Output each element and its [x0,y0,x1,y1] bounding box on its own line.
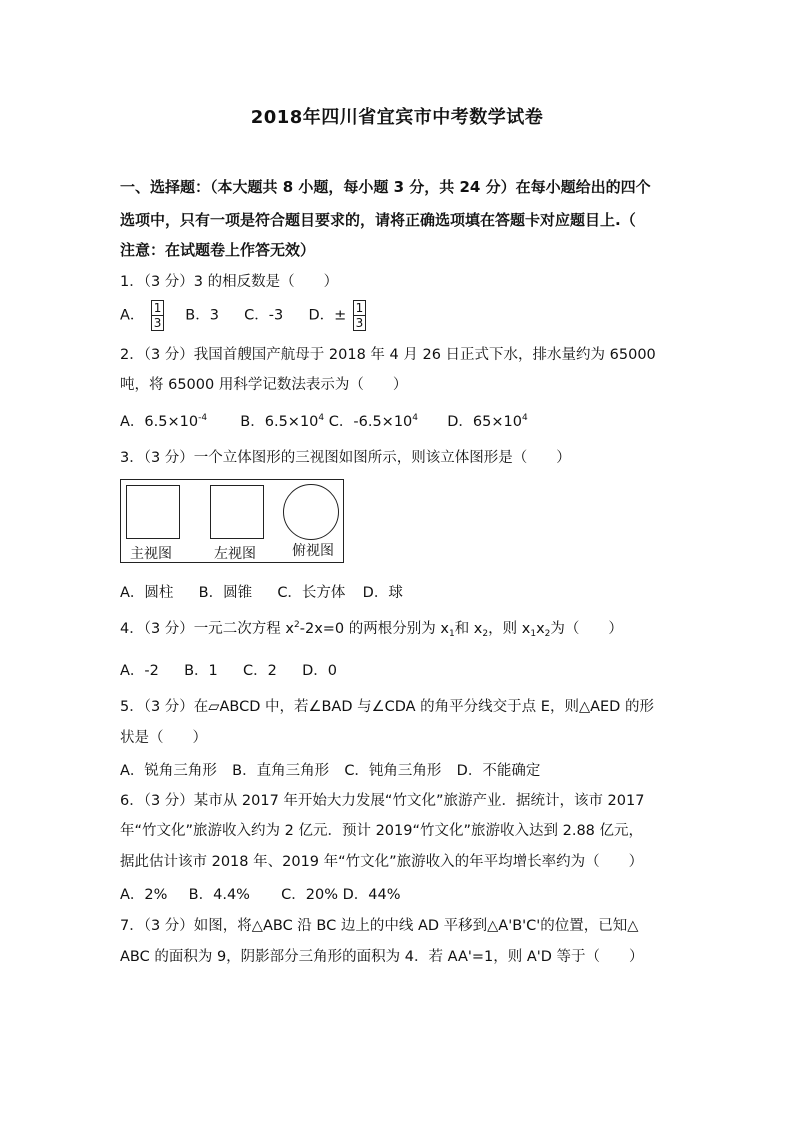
subscript: 1 [448,629,455,639]
exponent: 4 [318,413,325,423]
front-view-square [126,485,180,539]
fraction-numerator: 1 [153,301,162,315]
question-5-line-2: 状是（ ） [120,730,207,746]
option-a: A．6.5×10 [120,414,199,430]
option-c: C．钝角三角形 [344,763,442,779]
front-view-label: 主视图 [130,546,172,562]
option-d: D．0 [302,663,337,679]
option-b: B．3 [185,307,219,324]
subscript: 1 [530,629,537,639]
option-c: C．-6.5×10 [328,414,413,430]
exponent: 4 [521,413,528,423]
option-a: A．圆柱 [120,585,174,601]
section-instruction-line-3: 注意：在试题卷上作答无效） [120,241,316,259]
question-6-options [120,883,401,904]
page-title: 2018年四川省宜宾市中考数学试卷 [250,107,544,128]
subscript: 2 [482,629,489,639]
section-instruction-line-2: 选项中，只有一项是符合题目要求的，请将正确选项填在答题卡对应题目上.（ [120,211,636,229]
left-view-square [210,485,264,539]
question-6-line-3: 据此估计该市 2018 年、2019 年“竹文化”旅游收入的年平均增长率约为（ ） [120,854,644,870]
question-4-options [120,659,337,680]
subscript: 2 [544,629,551,639]
option-a: A．锐角三角形 [120,763,217,779]
stem-text: 为（ ） [550,621,623,637]
question-3-options [120,581,403,602]
question-5-options [120,759,540,780]
question-1-options [120,300,368,331]
option-c: C．20% [281,887,339,903]
question-6-line-2: 年“竹文化”旅游收入约为 2 亿元．预计 2019“竹文化”旅游收入达到 2.88 亿元， [120,823,644,839]
option-a: A．-2 [120,663,159,679]
option-d: D．44% [342,887,401,903]
option-c: C．-3 [244,307,284,324]
fraction-denominator: 3 [355,316,364,330]
question-6-line-1: 6．（3 分）某市从 2017 年开始大力发展“竹文化”旅游产业．据统计，该市 2017 [120,793,645,809]
left-view-label: 左视图 [214,546,256,562]
section-instruction-line-1: 一、选择题：（本大题共 8 小题，每小题 3 分，共 24 分）在每小题给出的四个 [120,178,651,196]
exponent: -4 [198,413,208,423]
stem-text: ，则 x [488,621,531,637]
top-view-circle [283,484,339,540]
option-d: D．不能确定 [456,763,541,779]
option-b: B．6.5×10 [240,414,319,430]
three-view-figure [120,479,344,563]
question-7-line-1: 7．（3 分）如图，将△ABC 沿 BC 边上的中线 AD 平移到△A'B'C'的位置，已知△ [120,918,639,934]
question-2-line-2: 吨，将 65000 用科学记数法表示为（ ） [120,377,408,393]
option-b: B．1 [184,663,218,679]
fraction-one-third [151,300,164,331]
option-c: C．2 [243,663,277,679]
question-2-options [120,410,528,431]
stem-text: x [536,621,545,637]
fraction-denominator: 3 [153,316,162,330]
option-b: B．圆锥 [198,585,253,601]
stem-text: -2x=0 的两根分别为 x [299,621,449,637]
exponent: 2 [294,620,300,630]
question-3-stem: 3．（3 分）一个立体图形的三视图如图所示，则该立体图形是（ ） [120,450,571,466]
fraction-one-third [353,300,366,331]
fraction-numerator: 1 [355,301,364,315]
exponent: 4 [412,413,419,423]
stem-text: 和 x [454,621,483,637]
question-4-stem [120,617,623,638]
option-b: B．直角三角形 [232,763,330,779]
option-a-label: A． [120,307,145,324]
question-1-stem: 1．（3 分）3 的相反数是（ ） [120,274,339,290]
option-d-label: D．± [308,307,347,324]
question-7-line-2: ABC 的面积为 9，阴影部分三角形的面积为 4．若 AA'=1，则 A'D 等于（ ） [120,949,644,965]
top-view-label: 俯视图 [292,543,334,559]
option-b: B．4.4% [188,887,250,903]
question-2-line-1: 2．（3 分）我国首艘国产航母于 2018 年 4 月 26 日正式下水，排水量约为 65000 [120,347,656,363]
option-a: A．2% [120,887,168,903]
question-5-line-1: 5．（3 分）在▱ABCD 中，若∠BAD 与∠CDA 的角平分线交于点 E，则△AED 的形 [120,699,654,715]
option-d: D．65×10 [447,414,522,430]
option-c: C．长方体 [277,585,346,601]
option-d: D．球 [362,585,403,601]
stem-text: 4．（3 分）一元二次方程 x [120,621,294,637]
